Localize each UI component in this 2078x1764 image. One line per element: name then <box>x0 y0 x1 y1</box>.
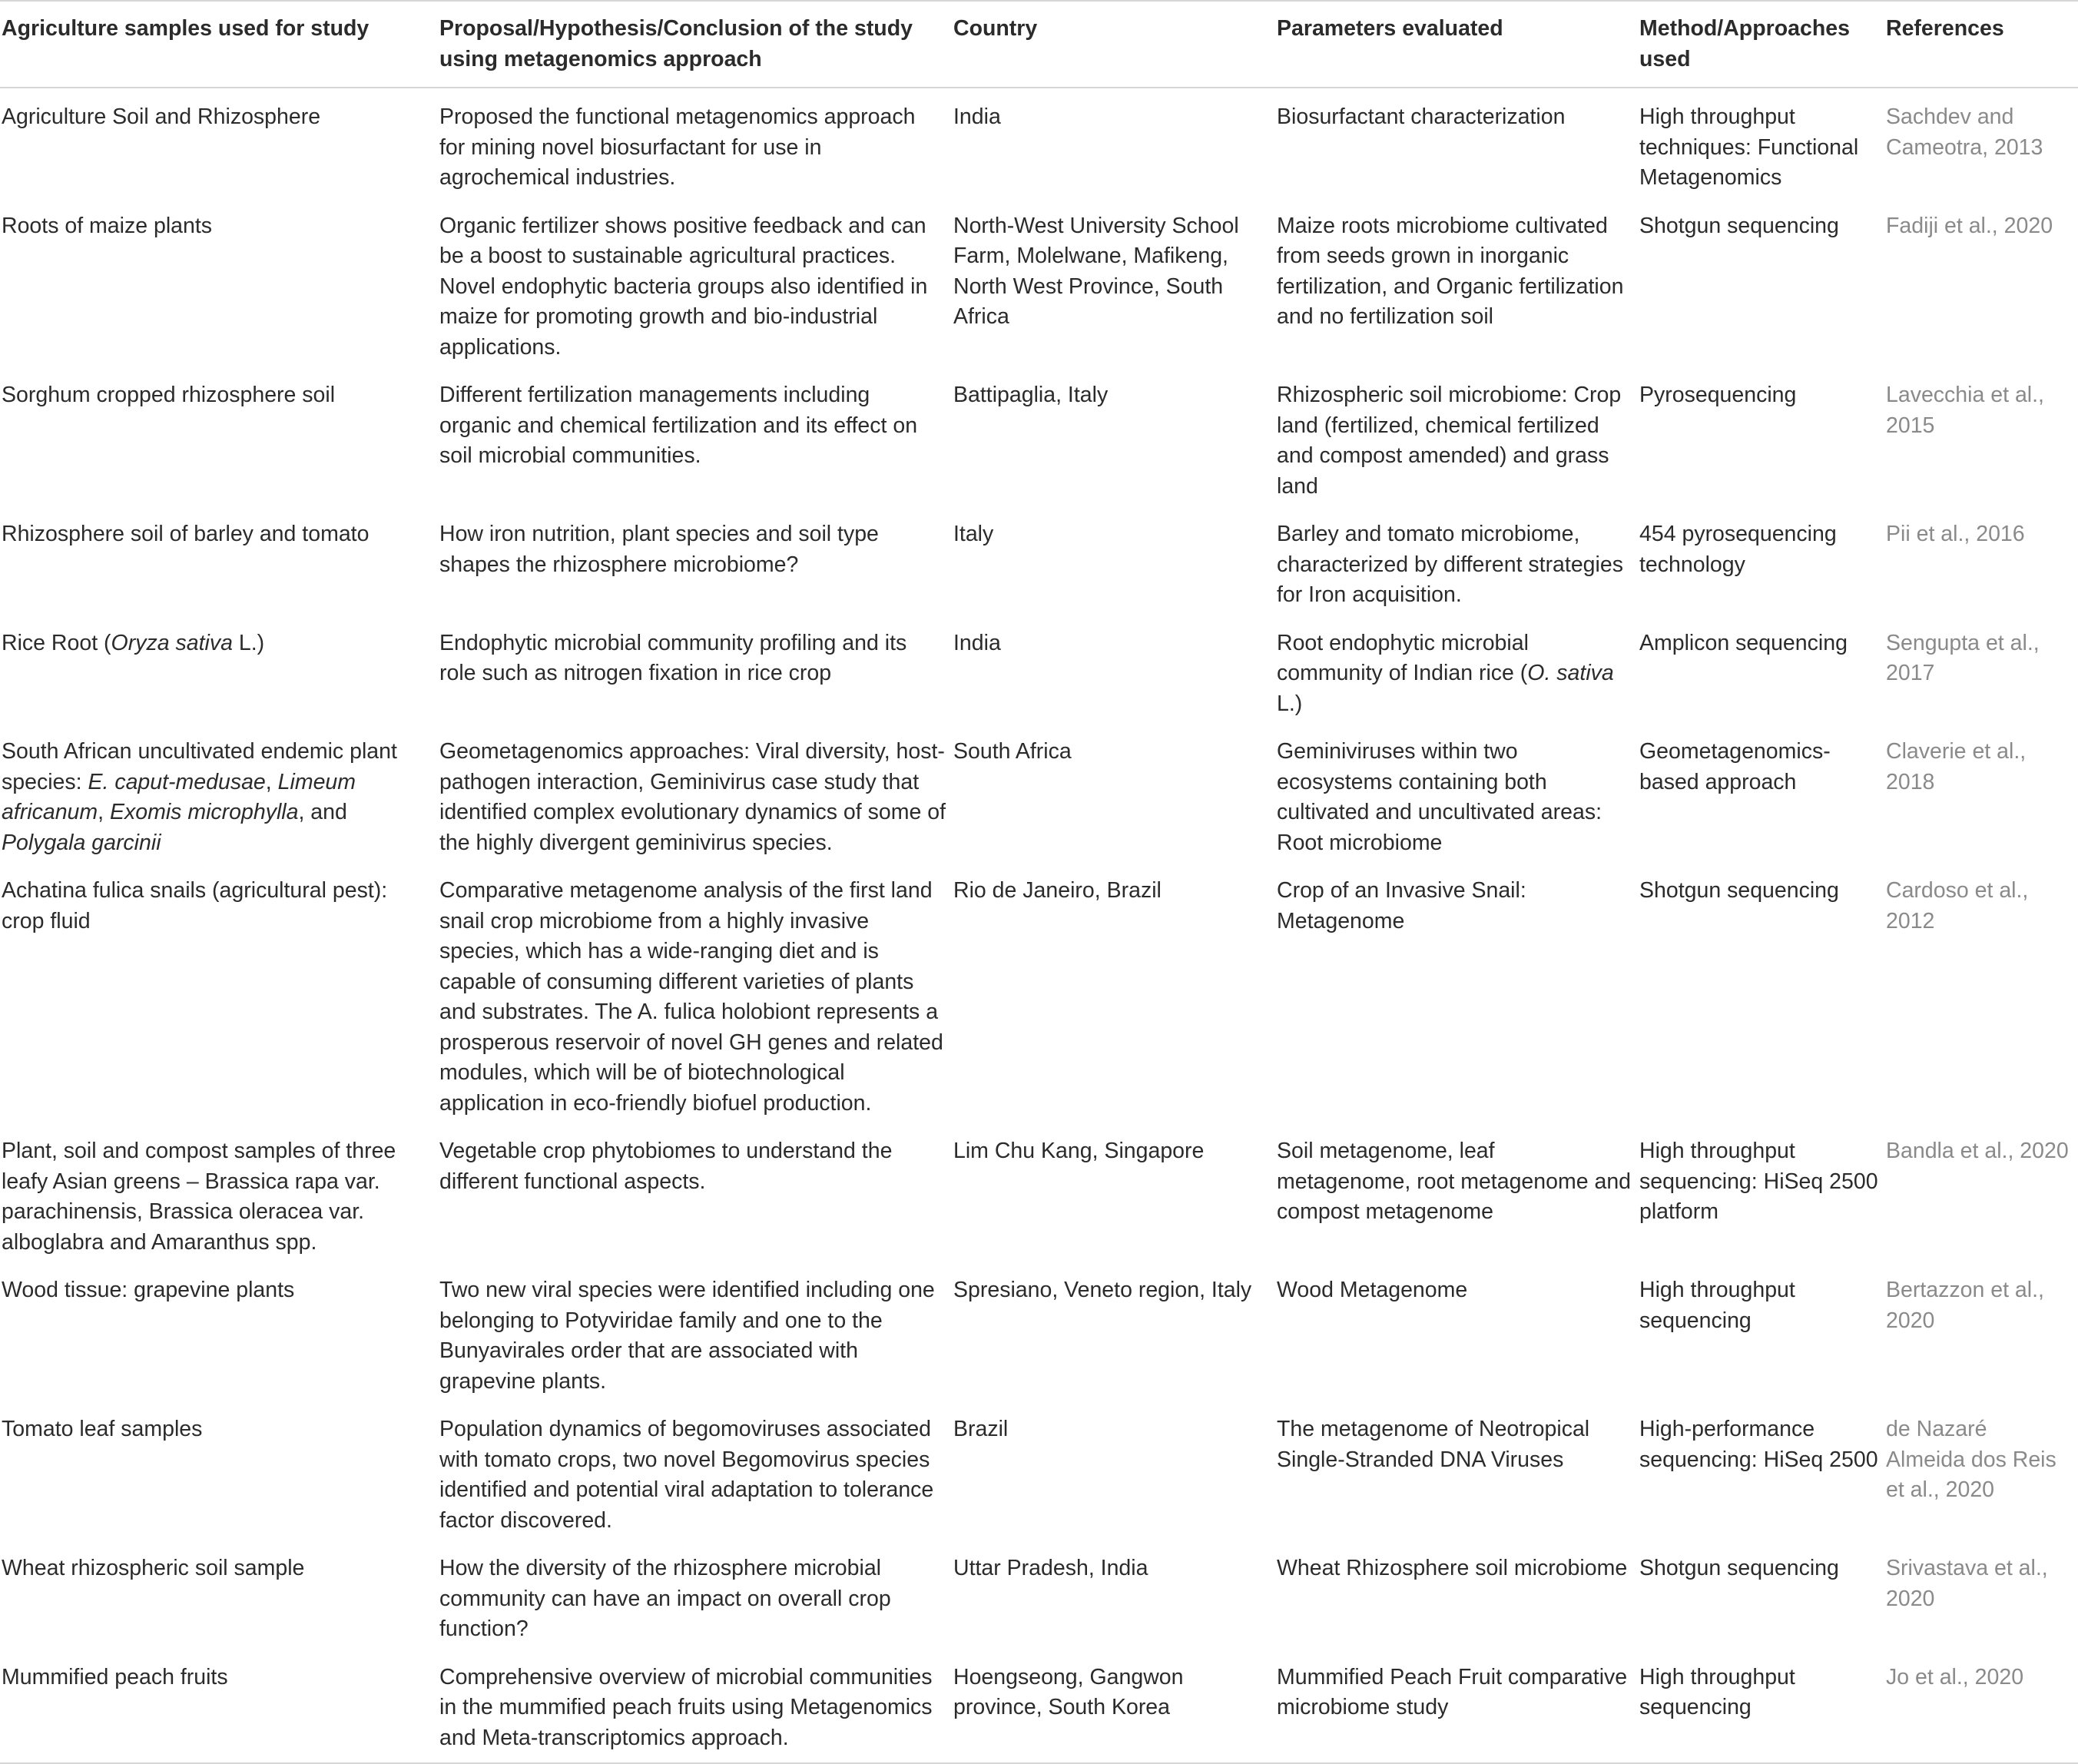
cell-country: Uttar Pradesh, India <box>953 1556 1148 1580</box>
cell-method: Amplicon sequencing <box>1639 630 1848 655</box>
header-row <box>0 1 2078 88</box>
cell-proposal: Comparative metagenome analysis of the first land snail crop microbiome from a highly invasive species, which has a wide-ranging diet and is capable of consuming different varieties of plants and substrates. The A. fulica holobiont represents a prosperous reservoir of novel GH genes and related modules, which will be of biotechnological application in eco-friendly biofuel production. <box>439 878 943 1116</box>
table-row <box>0 615 2078 724</box>
cell-sample: Mummified peach fruits <box>0 1649 439 1764</box>
table-header <box>0 1 2078 88</box>
species-name: Limeum africanum <box>2 769 356 824</box>
cell-country: India <box>953 630 1001 655</box>
cell-method: 454 pyrosequencing technology <box>1639 522 1837 577</box>
cell-parameters: Barley and tomato microbiome, characterized by different strategies for Iron acquisition. <box>1277 522 1623 607</box>
reference-link[interactable]: Bertazzon et al., 2020 <box>1886 1278 2044 1333</box>
table-row <box>0 723 2078 862</box>
sample-text: L.) <box>232 630 265 655</box>
species-name: Exomis microphylla <box>109 800 299 824</box>
cell-proposal: Organic fertilizer shows positive feedback and can be a boost to sustainable agricultural practices. Novel endophytic bacteria groups also identified in maize for promoting growth and bio-industrial applications. <box>439 213 928 360</box>
reference-link[interactable]: Jo et al., 2020 <box>1886 1649 2078 1764</box>
sample-text: , <box>265 769 278 794</box>
cell-proposal: Geometagenomics approaches: Viral diversity, host-pathogen interaction, Geminivirus case study that identified complex evolutionary dynamics of some of the highly divergent geminivirus species. <box>439 739 946 855</box>
reference-link[interactable]: Claverie et al., 2018 <box>1886 739 2027 794</box>
cell-sample <box>0 615 439 724</box>
cell-proposal: How iron nutrition, plant species and soil type shapes the rhizosphere microbiome? <box>439 522 879 577</box>
header-samples: Agriculture samples used for study <box>0 1 439 88</box>
reference-link[interactable]: Lavecchia et al., 2015 <box>1886 383 2044 438</box>
cell-parameters: Soil metagenome, leaf metagenome, root metagenome and compost metagenome <box>1277 1139 1632 1224</box>
sample-text: , <box>98 800 110 824</box>
table-row <box>0 1122 2078 1262</box>
cell-parameters: Biosurfactant characterization <box>1277 104 1566 129</box>
cell-country: India <box>953 104 1001 129</box>
table-row <box>0 88 2078 197</box>
table-row <box>0 862 2078 1122</box>
header-parameters: Parameters evaluated <box>1277 1 1639 88</box>
header-country: Country <box>953 1 1277 88</box>
reference-link[interactable]: Fadiji et al., 2020 <box>1886 213 2053 238</box>
sample-text: South African uncultivated endemic plant species: <box>2 739 397 794</box>
cell-parameters: Crop of an Invasive Snail: Metagenome <box>1277 878 1526 933</box>
cell-country: Hoengseong, Gangwon province, South Korea <box>953 1649 1277 1764</box>
species-name: O. sativa <box>1527 661 1614 685</box>
parameters-text: Root endophytic microbial community of Indian rice ( <box>1277 630 1529 685</box>
species-name: Oryza sativa <box>111 630 233 655</box>
cell-method: Geometagenomics-based approach <box>1639 739 1831 794</box>
table-row <box>0 1540 2078 1649</box>
table-row <box>0 1401 2078 1540</box>
cell-method: Pyrosequencing <box>1639 383 1797 407</box>
cell-country: Lim Chu Kang, Singapore <box>953 1139 1205 1163</box>
reference-link[interactable]: Sachdev and Cameotra, 2013 <box>1886 104 2043 160</box>
cell-country: North-West University School Farm, Molelwane, Mafikeng, North West Province, South Africa <box>953 213 1239 329</box>
cell-country: South Africa <box>953 739 1072 764</box>
cell-proposal: Comprehensive overview of microbial communities in the mummified peach fruits using Metagenomics and Meta-transcriptomics approach. <box>439 1649 953 1764</box>
reference-link[interactable]: Srivastava et al., 2020 <box>1886 1556 2048 1611</box>
cell-parameters <box>1277 615 1639 724</box>
cell-parameters: Wood Metagenome <box>1277 1278 1468 1302</box>
cell-sample: Plant, soil and compost samples of three leafy Asian greens – Brassica rapa var. parachinensis, Brassica oleracea var. alboglabra and Amaranthus spp. <box>2 1139 396 1255</box>
sample-text: , and <box>298 800 347 824</box>
reference-link[interactable]: de Nazaré Almeida dos Reis et al., 2020 <box>1886 1417 2056 1502</box>
cell-method: Shotgun sequencing <box>1639 878 1839 903</box>
cell-proposal: Vegetable crop phytobiomes to understand the different functional aspects. <box>439 1139 893 1194</box>
parameters-text: L.) <box>1277 691 1303 716</box>
cell-country: Brazil <box>953 1417 1009 1441</box>
header-method: Method/Approaches used <box>1639 1 1886 88</box>
cell-sample: Rhizosphere soil of barley and tomato <box>2 522 370 546</box>
cell-sample: Agriculture Soil and Rhizosphere <box>2 104 321 129</box>
table-row <box>0 1649 2078 1764</box>
cell-method: High throughput sequencing <box>1639 1278 1795 1333</box>
cell-proposal: Two new viral species were identified including one belonging to Potyviridae family and one to the Bunyavirales order that are associated with grapevine plants. <box>439 1278 935 1394</box>
reference-link[interactable]: Cardoso et al., 2012 <box>1886 878 2029 933</box>
cell-sample: Tomato leaf samples <box>2 1417 203 1441</box>
cell-parameters: The metagenome of Neotropical Single-Stranded DNA Viruses <box>1277 1417 1590 1472</box>
cell-proposal: Different fertilization managements including organic and chemical fertilization and its effect on soil microbial communities. <box>439 383 918 468</box>
reference-link[interactable]: Bandla et al., 2020 <box>1886 1139 2069 1163</box>
cell-sample: Roots of maize plants <box>2 213 213 238</box>
cell-proposal: Endophytic microbial community profiling and its role such as nitrogen fixation in rice crop <box>439 630 907 685</box>
cell-method: High-performance sequencing: HiSeq 2500 <box>1639 1417 1878 1472</box>
cell-method: High throughput sequencing: HiSeq 2500 platform <box>1639 1139 1878 1224</box>
reference-link[interactable]: Sengupta et al., 2017 <box>1886 630 2040 685</box>
cell-country: Italy <box>953 522 994 546</box>
cell-sample: Wheat rhizospheric soil sample <box>2 1556 305 1580</box>
cell-method: High throughput sequencing <box>1639 1649 1886 1764</box>
cell-sample: Wood tissue: grapevine plants <box>2 1278 295 1302</box>
species-name: E. caput-medusae <box>88 769 266 794</box>
table-row <box>0 366 2078 506</box>
cell-proposal: Proposed the functional metagenomics approach for mining novel biosurfactant for use in agrochemical industries. <box>439 104 916 190</box>
sample-text: Rice Root ( <box>2 630 111 655</box>
table-row <box>0 1262 2078 1401</box>
reference-link[interactable]: Pii et al., 2016 <box>1886 522 2025 546</box>
cell-sample <box>0 723 439 862</box>
cell-country: Rio de Janeiro, Brazil <box>953 878 1162 903</box>
table-row <box>0 506 2078 615</box>
table-body <box>0 88 2078 1763</box>
cell-parameters: Mummified Peach Fruit comparative microbiome study <box>1277 1649 1639 1764</box>
cell-parameters: Wheat Rhizosphere soil microbiome <box>1277 1556 1628 1580</box>
cell-country: Spresiano, Veneto region, Italy <box>953 1278 1252 1302</box>
table-row <box>0 197 2078 367</box>
cell-method: High throughput techniques: Functional Metagenomics <box>1639 104 1859 190</box>
cell-parameters: Maize roots microbiome cultivated from seeds grown in inorganic fertilization, and Organic fertilization and no fertilization soil <box>1277 213 1624 329</box>
cell-sample: Sorghum cropped rhizosphere soil <box>2 383 336 407</box>
cell-parameters: Geminiviruses within two ecosystems containing both cultivated and uncultivated areas: Root microbiome <box>1277 739 1602 855</box>
cell-sample: Achatina fulica snails (agricultural pest): crop fluid <box>2 878 388 933</box>
cell-country: Battipaglia, Italy <box>953 383 1109 407</box>
cell-proposal: Population dynamics of begomoviruses associated with tomato crops, two novel Begomovirus species identified and potential viral adaptation to tolerance factor discovered. <box>439 1417 934 1533</box>
cell-proposal: How the diversity of the rhizosphere microbial community can have an impact on overall crop function? <box>439 1556 891 1641</box>
species-name: Polygala garcinii <box>2 830 161 855</box>
header-proposal: Proposal/Hypothesis/Conclusion of the study using metagenomics approach <box>439 1 953 88</box>
cell-parameters: Rhizospheric soil microbiome: Crop land (fertilized, chemical fertilized and compost amended) and grass land <box>1277 383 1622 499</box>
cell-method: Shotgun sequencing <box>1639 213 1839 238</box>
header-references: References <box>1886 1 2078 88</box>
cell-method: Shotgun sequencing <box>1639 1556 1839 1580</box>
